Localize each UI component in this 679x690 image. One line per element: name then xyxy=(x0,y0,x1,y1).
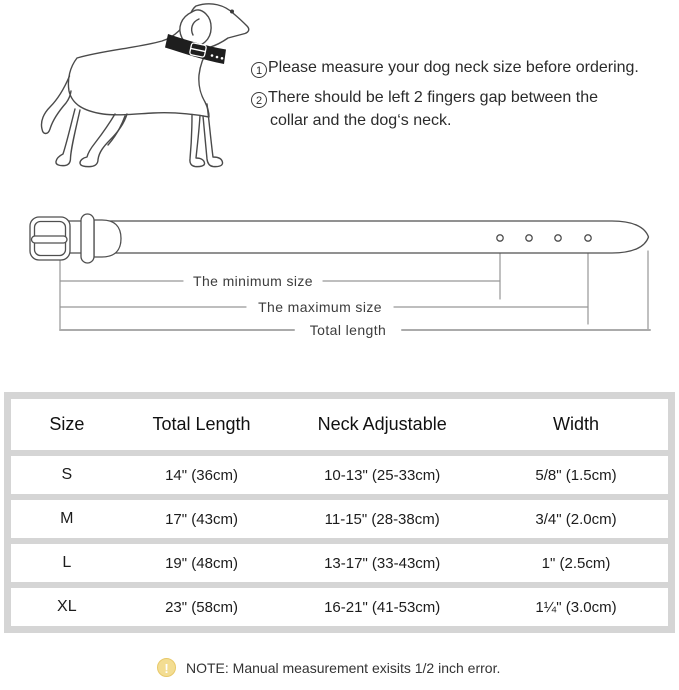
dog-front-leg-b xyxy=(190,115,205,167)
cell-neck-adjustable: 16-21" (41-53cm) xyxy=(324,598,441,616)
table-row-s xyxy=(11,456,668,494)
table-header-row xyxy=(11,399,668,450)
cell-neck-adjustable: 10-13" (25-33cm) xyxy=(324,466,441,484)
cell-size: S xyxy=(61,466,73,483)
header-total-length: Total Length xyxy=(152,414,251,434)
dog-tail xyxy=(41,76,71,134)
header-neck-adjustable: Neck Adjustable xyxy=(317,414,447,434)
instruction-item-2 xyxy=(251,86,676,132)
strap-fold-loop xyxy=(94,220,121,257)
table-row-xl xyxy=(11,588,668,626)
min-size-label: The minimum size xyxy=(193,273,313,289)
instructions xyxy=(251,56,676,139)
instruction-text-2-line1: There should be left 2 fingers gap between the xyxy=(268,89,598,106)
header-size: Size xyxy=(49,414,85,434)
belt-diagram xyxy=(0,195,679,355)
cell-width: 1¼" (3.0cm) xyxy=(535,598,617,616)
cell-size: L xyxy=(62,554,72,571)
total-length-label: Total length xyxy=(309,322,387,338)
dog-rear-leg-far xyxy=(56,109,80,166)
circled-number-2-icon: 2 xyxy=(251,92,267,108)
cell-width: 3/4" (2.0cm) xyxy=(535,510,617,528)
cell-total-length: 19" (48cm) xyxy=(165,554,238,572)
dog-eye xyxy=(230,10,234,14)
circled-number-1-icon: 1 xyxy=(251,62,267,78)
measurement-lines xyxy=(60,251,650,330)
table-row-l xyxy=(11,544,668,582)
dog-illustration xyxy=(25,0,260,180)
cell-neck-adjustable: 13-17" (33-43cm) xyxy=(324,554,441,572)
cell-size: XL xyxy=(57,598,77,615)
cell-width: 1" (2.5cm) xyxy=(541,554,611,572)
instruction-text-2-line2: collar and the dog‘s neck. xyxy=(270,112,452,129)
instruction-text-1: Please measure your dog neck size before ordering. xyxy=(268,59,639,76)
note xyxy=(157,658,500,677)
buckle-prong xyxy=(32,236,68,243)
cell-total-length: 23" (58cm) xyxy=(165,598,238,616)
dog-rear-leg-near xyxy=(80,114,127,167)
strap-keeper xyxy=(81,214,94,263)
cell-total-length: 14" (36cm) xyxy=(165,466,238,484)
header-width: Width xyxy=(552,414,599,434)
exclamation-icon: ! xyxy=(157,658,176,677)
note-text: NOTE: Manual measurement exisits 1/2 inch error. xyxy=(186,659,501,676)
size-table xyxy=(4,392,675,633)
max-size-label: The maximum size xyxy=(258,299,382,315)
cell-total-length: 17" (43cm) xyxy=(165,510,238,528)
cell-size: M xyxy=(60,510,74,527)
table-row-m xyxy=(11,500,668,538)
instruction-item-1 xyxy=(251,56,676,79)
cell-neck-adjustable: 11-15" (28-38cm) xyxy=(324,510,440,528)
cell-width: 5/8" (1.5cm) xyxy=(535,466,617,484)
